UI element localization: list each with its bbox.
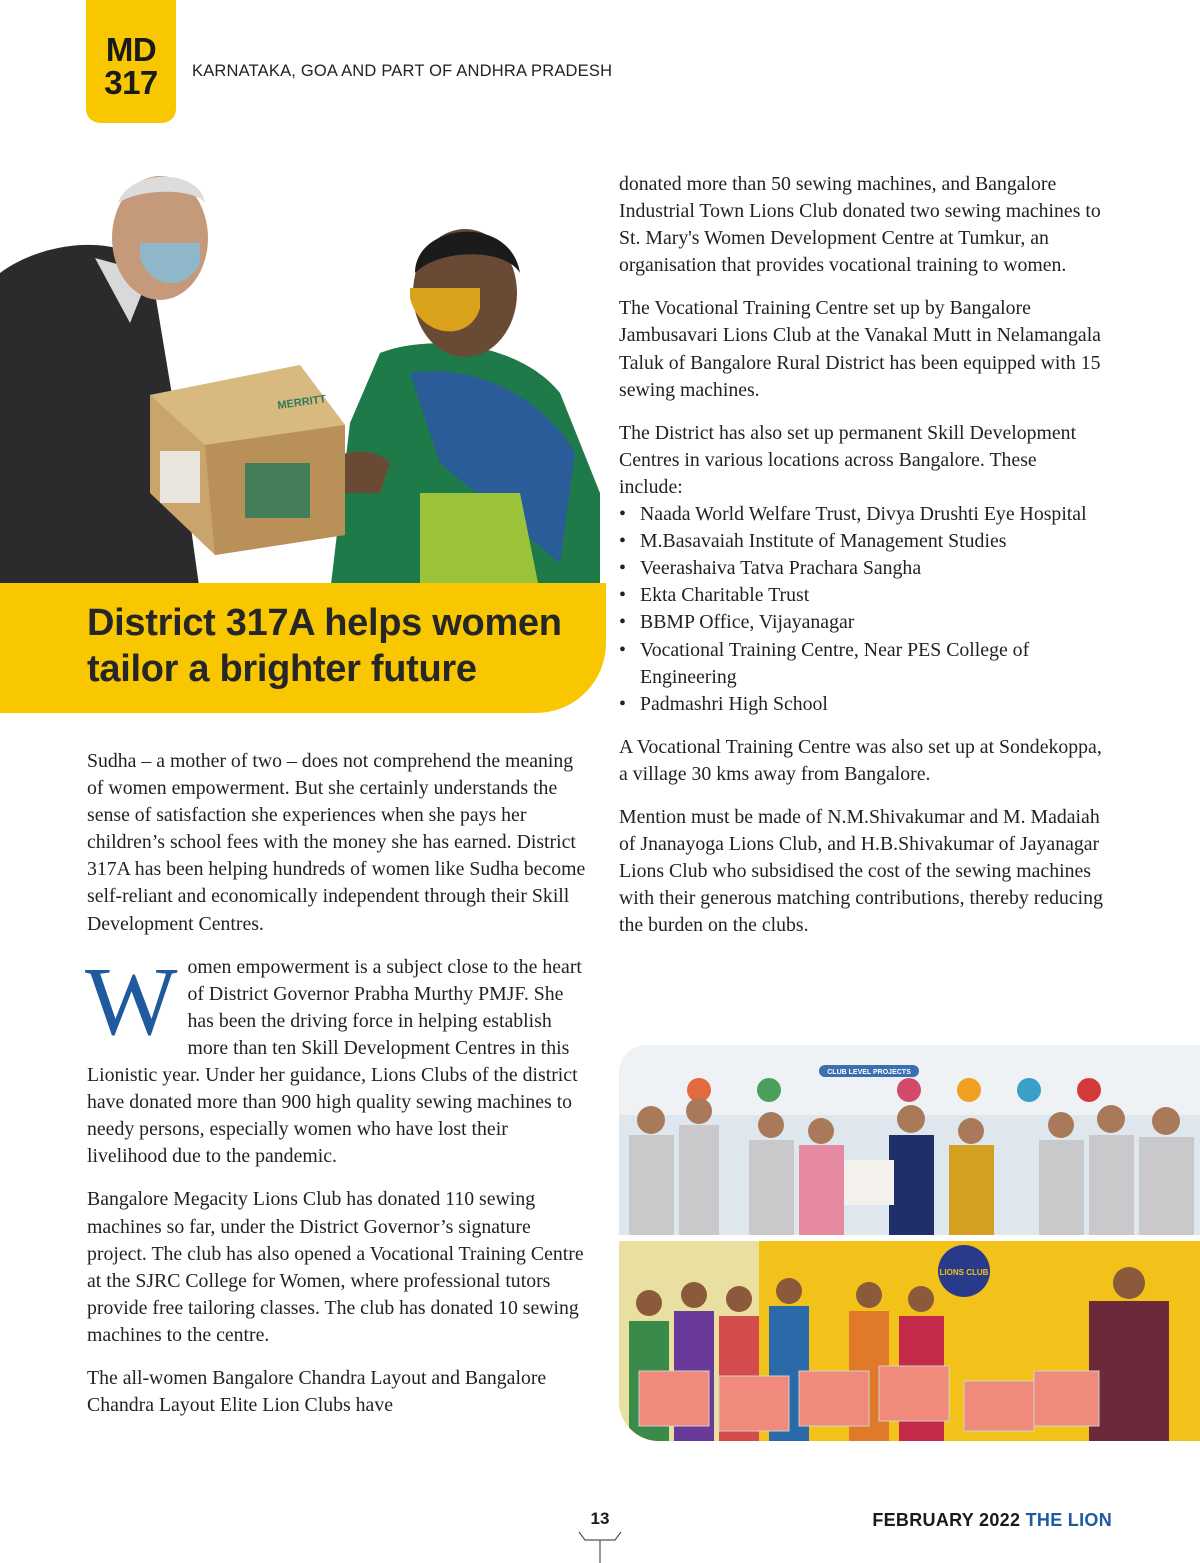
md-badge-line1: MD	[105, 30, 157, 68]
list-item: • Vocational Training Centre, Near PES College of Engineering	[619, 637, 1104, 691]
body-paragraph-5: The Vocational Training Centre set up by Bangalore Jambusavari Lions Club at the Vanakal Mutt in Nelamangala Taluk of Bangalore Rural District has been equipped with 15 sewing machines.	[619, 297, 1101, 401]
list-item: • Veerashaiva Tatva Prachara Sangha	[619, 555, 1104, 582]
list-item: • BBMP Office, Vijayanagar	[619, 609, 1104, 636]
body-paragraph-4: donated more than 50 sewing machines, and Bangalore Industrial Town Lions Club donated two sewing machines to St. Mary's Women Development Centre at Tumkur, an organisation that provides vocational training to women.	[619, 173, 1101, 277]
right-column	[619, 171, 1104, 955]
left-column	[87, 748, 587, 1435]
list-item: • Padmashri High School	[619, 691, 1104, 718]
title-line-2: tailor a brighter future	[87, 648, 477, 690]
main-photo	[0, 163, 600, 593]
centres-list	[619, 501, 1104, 718]
body-paragraph-1-text: omen empowerment is a subject close to the heart of District Governor Prabha Murthy PMJF. She has been the driving force in helping establish more than ten Skill Development Centres in this Lionistic year. Under her guidance, Lions Clubs of the district have donated more than 900 high quality sewing machines to needy persons, especially women who have lost their livelihood due to the pandemic.	[87, 955, 582, 1168]
list-item: • Naada World Welfare Trust, Divya Drushti Eye Hospital	[619, 501, 1104, 528]
region-header: KARNATAKA, GOA AND PART OF ANDHRA PRADESH	[192, 62, 613, 80]
group-photo-boxes-illustration	[619, 1241, 1200, 1441]
md-badge	[86, 0, 176, 123]
wall-sign-text: LIONS CLUB	[939, 1268, 989, 1277]
issue-date: FEBRUARY 2022	[872, 1510, 1021, 1530]
banner-text: CLUB LEVEL PROJECTS	[827, 1069, 911, 1076]
body-paragraph-1	[85, 947, 587, 1171]
magazine-brand: THE LION	[1025, 1510, 1112, 1530]
title-line-1: District 317A helps women	[87, 602, 562, 644]
intro-paragraph: Sudha – a mother of two – does not comprehend the meaning of women empowerment. But she certainly understands the sense of satisfaction she experiences when she pays her children’s school fees with the money she has earned. District 317A has been helping hundreds of women like Sudha become self-reliant and economically independent through their Skill Development Centres.	[87, 750, 586, 935]
footer-issue	[872, 1510, 1112, 1531]
list-item: • Ekta Charitable Trust	[619, 582, 1104, 609]
page-number-divider	[575, 1524, 625, 1563]
body-paragraph-3: The all-women Bangalore Chandra Layout and Bangalore Chandra Layout Elite Lion Clubs have	[87, 1366, 547, 1417]
list-item: • M.Basavaiah Institute of Management Studies	[619, 528, 1104, 555]
group-photo-banner	[619, 1045, 1200, 1235]
body-paragraph-6: The District has also set up permanent Skill Development Centres in various locations across Bangalore. These include:	[619, 421, 1077, 498]
box-brand-label: MERRITT	[276, 393, 327, 412]
body-paragraph-7: A Vocational Training Centre was also set up at Sondekoppa, a village 30 kms away from Bangalore.	[619, 735, 1102, 785]
article-title	[87, 600, 587, 692]
drop-cap: W	[85, 947, 178, 1056]
body-paragraph-8: Mention must be made of N.M.Shivakumar and M. Madaiah of Jnanayoga Lions Club, and H.B.Shivakumar of Jayanagar Lions Club who subsidised the cost of the sewing machines with their generous matching contributions, thereby reducing the burden on the clubs.	[619, 805, 1103, 937]
body-paragraph-2: Bangalore Megacity Lions Club has donated 110 sewing machines so far, under the District Governor’s signature project. The club has also opened a Vocational Training Centre at the SJRC College for Women, where professional tutors provide free tailoring classes. The club has donated 10 sewing machines to the centre.	[87, 1188, 584, 1346]
main-photo-illustration	[0, 163, 600, 593]
group-photo-banner-illustration	[619, 1045, 1200, 1235]
md-badge-line2: 317	[104, 63, 158, 101]
group-photo-boxes	[619, 1241, 1200, 1441]
page-number: 13	[590, 1509, 610, 1528]
